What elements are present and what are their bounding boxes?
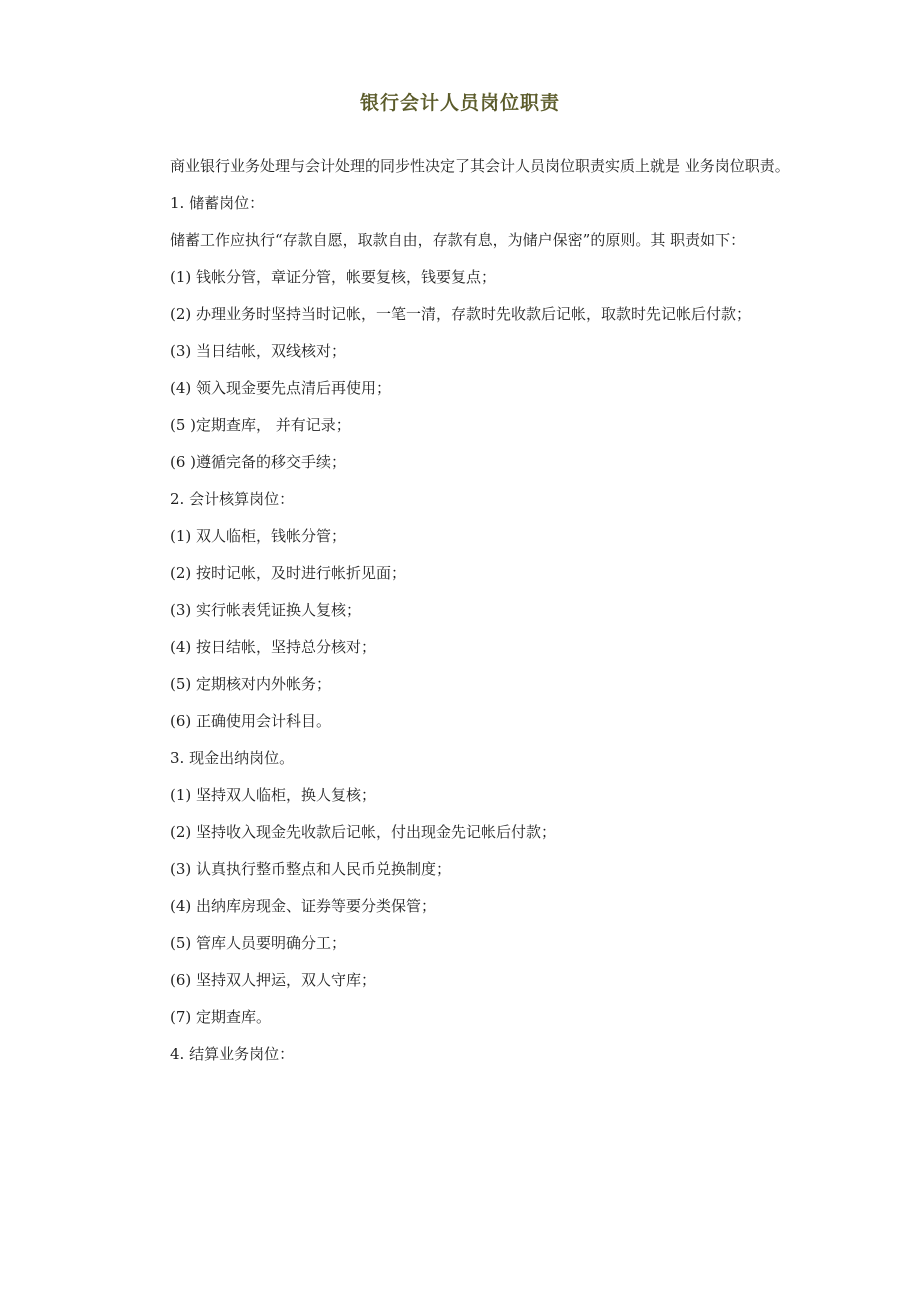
intro-paragraph: 商业银行业务处理与会计处理的同步性决定了其会计人员岗位职责实质上就是 业务岗位职责。 bbox=[170, 157, 790, 175]
section-paragraph-savings: 储蓄工作应执行“存款自愿，取款自由，存款有息，为储户保密”的原则。其 职责如下： bbox=[170, 231, 746, 249]
list-item: (4) 领入现金要先点清后再使用； bbox=[170, 379, 392, 397]
list-item: (1) 双人临柜，钱帐分管； bbox=[170, 527, 347, 545]
section-heading-accounting: 2. 会计核算岗位： bbox=[170, 490, 295, 508]
list-item: (3) 实行帐表凭证换人复核； bbox=[170, 601, 362, 619]
list-item: (4) 按日结帐，坚持总分核对； bbox=[170, 638, 377, 656]
section-heading-settlement: 4. 结算业务岗位： bbox=[170, 1045, 295, 1063]
list-item: (5) 管库人员要明确分工； bbox=[170, 934, 347, 952]
list-item: (2) 办理业务时坚持当时记帐，一笔一清，存款时先收款后记帐，取款时先记帐后付款； bbox=[170, 305, 752, 323]
list-item: (5) 定期核对内外帐务； bbox=[170, 675, 332, 693]
list-item: (1) 坚持双人临柜，换人复核； bbox=[170, 786, 377, 804]
list-item: (3) 认真执行整币整点和人民币兑换制度； bbox=[170, 860, 452, 878]
list-item: (3) 当日结帐，双线核对； bbox=[170, 342, 347, 360]
list-item: (2) 坚持收入现金先收款后记帐，付出现金先记帐后付款； bbox=[170, 823, 557, 841]
list-item: (6) 坚持双人押运，双人守库； bbox=[170, 971, 377, 989]
list-item: (7) 定期查库。 bbox=[170, 1008, 272, 1026]
section-heading-savings: 1. 储蓄岗位： bbox=[170, 194, 265, 212]
list-item: (1) 钱帐分管，章证分管，帐要复核，钱要复点； bbox=[170, 268, 497, 286]
list-item: (6 )遵循完备的移交手续； bbox=[170, 453, 347, 471]
list-item: (6) 正确使用会计科目。 bbox=[170, 712, 332, 730]
list-item: (2) 按时记帐，及时进行帐折见面； bbox=[170, 564, 407, 582]
list-item: (4) 出纳库房现金、证券等要分类保管； bbox=[170, 897, 437, 915]
list-item: (5 )定期查库， 并有记录； bbox=[170, 416, 351, 434]
section-heading-cashier: 3. 现金出纳岗位。 bbox=[170, 749, 295, 767]
document-body bbox=[130, 153, 794, 1078]
document-title: 银行会计人员岗位职责 bbox=[359, 92, 560, 114]
